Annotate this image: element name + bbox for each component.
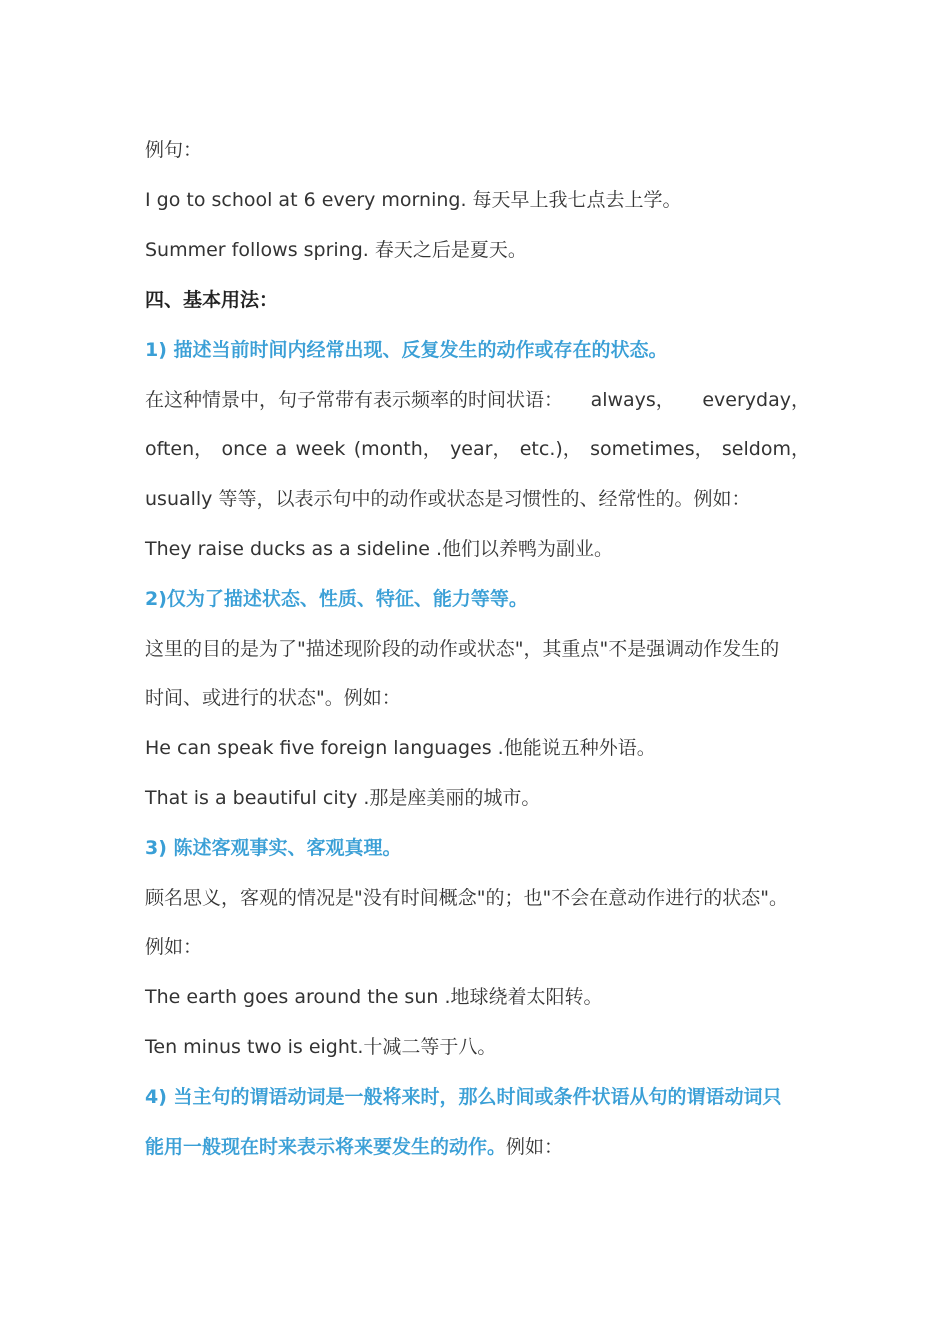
usage-1-paragraph-line-1 xyxy=(145,388,810,412)
usage-4-heading-line-1: 4) 当主句的谓语动词是一般将来时，那么时间或条件状语从句的谓语动词只 xyxy=(145,1086,782,1108)
usage-2-paragraph-line-1: 这里的目的是为了"描述现阶段的动作或状态"，其重点"不是强调动作发生的 xyxy=(145,638,780,660)
usage-3-heading: 3) 陈述客观事实、客观真理。 xyxy=(145,837,402,859)
usage-3-paragraph-line-2: 例如： xyxy=(145,936,203,958)
usage-4-example-lead: 例如： xyxy=(506,1136,564,1158)
text-segment: everyday， xyxy=(702,389,810,411)
usage-2-heading: 2)仅为了描述状态、性质、特征、能力等等。 xyxy=(145,588,528,610)
usage-1-heading: 1) 描述当前时间内经常出现、反复发生的动作或存在的状态。 xyxy=(145,339,668,361)
text-segment: once xyxy=(221,438,268,460)
usage-3-example-1: The earth goes around the sun .地球绕着太阳转。 xyxy=(145,986,603,1008)
usage-2-example-1: He can speak five foreign languages .他能说五种外语。 xyxy=(145,737,656,759)
usage-2-example-2: That is a beautiful city .那是座美丽的城市。 xyxy=(145,787,541,809)
usage-1-paragraph-line-3: usually 等等，以表示句中的动作或状态是习惯性的、经常性的。例如： xyxy=(145,488,751,510)
text-segment: a xyxy=(275,438,288,460)
usage-1-example: They raise ducks as a sideline .他们以养鸭为副业。 xyxy=(145,538,614,560)
text-segment: (month， xyxy=(353,438,442,460)
text-segment: sometimes， xyxy=(590,438,714,460)
usage-4-heading-line-2 xyxy=(145,1135,563,1159)
usage-2-paragraph-line-2: 时间、或进行的状态"。例如： xyxy=(145,687,401,709)
text-segment: year， xyxy=(450,438,512,460)
text-segment: 在这种情景中，句子常带有表示频率的时间状语： xyxy=(145,389,564,411)
text-segment: seldom， xyxy=(721,438,810,460)
text-segment: week xyxy=(295,438,346,460)
text-segment: etc.)， xyxy=(519,438,582,460)
text-segment: always， xyxy=(590,389,675,411)
section-heading-basic-usage: 四、基本用法： xyxy=(145,289,279,311)
usage-3-paragraph-line-1: 顾名思义，客观的情况是"没有时间概念"的；也"不会在意动作进行的状态"。 xyxy=(145,887,788,909)
example-label: 例句： xyxy=(145,139,203,161)
example-sentence-1: I go to school at 6 every morning. 每天早上我七点去上学。 xyxy=(145,189,682,211)
usage-3-example-2: Ten minus two is eight.十减二等于八。 xyxy=(145,1036,497,1058)
text-segment: often， xyxy=(145,438,214,460)
usage-4-heading-bold: 能用一般现在时来表示将来要发生的动作。 xyxy=(145,1136,507,1158)
usage-1-paragraph-line-2 xyxy=(145,437,810,461)
example-sentence-2: Summer follows spring. 春天之后是夏天。 xyxy=(145,239,527,261)
